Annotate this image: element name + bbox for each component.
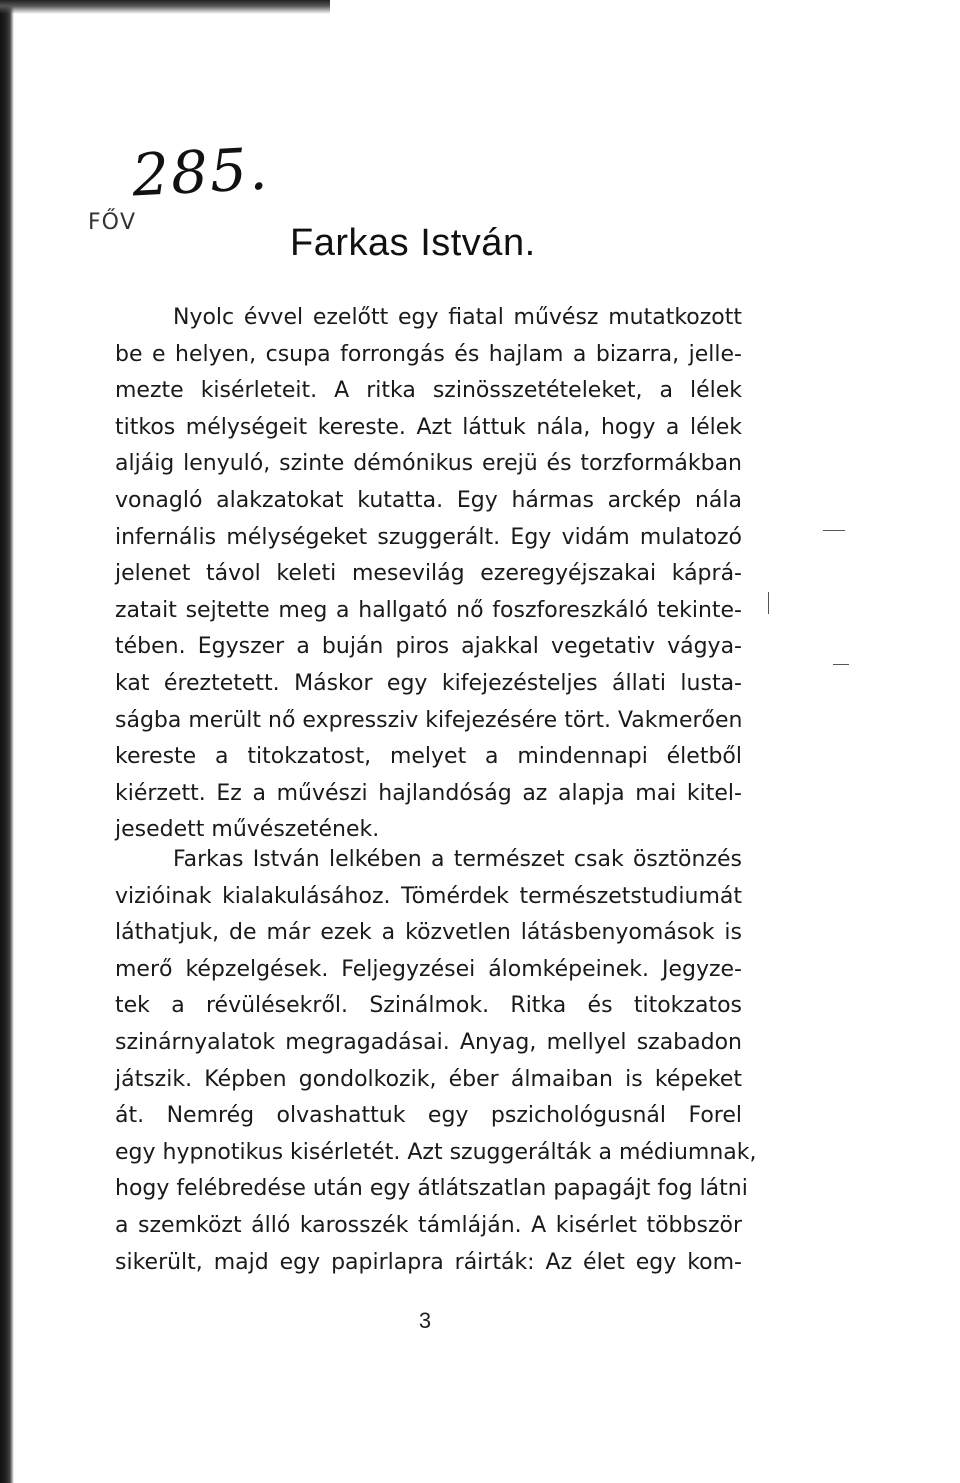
paragraph-1-line: zatait sejtette meg a hallgató nő foszforeszkáló tekinte- xyxy=(115,597,742,623)
paragraph-1-line: be e helyen, csupa forrongás és hajlam a bizarra, jelle- xyxy=(115,341,742,367)
paragraph-1-line: mezte kisérleteit. A ritka szinösszetételeket, a lélek xyxy=(115,378,742,404)
paragraph-2-line: játszik. Képben gondolkozik, éber álmaiban is képeket xyxy=(115,1066,742,1092)
paragraph-1-line: jelenet távol keleti mesevilág ezeregyéjszakai káprá- xyxy=(115,561,742,587)
paragraph-2-line: vizióinak kialakulásához. Tömérdek természetstudiumát xyxy=(115,883,742,909)
paragraph-1-line: kat éreztetett. Máskor egy kifejezésteljes állati lusta- xyxy=(115,670,742,696)
margin-mark xyxy=(768,592,769,614)
paragraph-1-line: Nyolc évvel ezelőtt egy fiatal művész mutatkozott xyxy=(173,305,742,330)
paragraph-1-line: jesedett művészetének. xyxy=(115,817,380,843)
paragraph-1-line: kereste a titokzatost, melyet a mindennapi életből xyxy=(115,744,742,770)
margin-mark xyxy=(823,530,845,531)
paragraph-2-line: tek a révülésekről. Szinálmok. Ritka és titokzatos xyxy=(115,993,742,1019)
handwritten-catalog-number: 285. xyxy=(130,134,271,210)
library-stamp: FŐV xyxy=(88,210,137,235)
page-number: 3 xyxy=(418,1308,432,1333)
paragraph-1-line: infernális mélységeket szuggerált. Egy vidám mulatozó xyxy=(115,524,742,550)
paragraph-1-line: vonagló alakzatokat kutatta. Egy hármas arckép nála xyxy=(115,487,742,513)
paragraph-1-line: ságba merült nő expressziv kifejezésére tört. Vakmerően xyxy=(115,707,743,733)
paragraph-2-line: hogy felébredése után egy átlátszatlan papagájt fog látni xyxy=(115,1176,748,1202)
paragraph-1-line: tében. Egyszer a buján piros ajakkal vegetativ vágya- xyxy=(115,634,742,660)
paragraph-2-line: merő képzelgések. Feljegyzései álomképeinek. Jegyze- xyxy=(115,956,742,982)
paragraph-1-line: kiérzett. Ez a művészi hajlandóság az alapja mai kitel- xyxy=(115,780,742,806)
paragraph-2-line: láthatjuk, de már ezek a közvetlen látásbenyomások is xyxy=(115,920,742,946)
paragraph-2-line: Farkas István lelkében a természet csak ösztönzés xyxy=(173,847,742,872)
paragraph-2-line: át. Nemrég olvashattuk egy pszichológusnál Forel xyxy=(115,1103,742,1129)
paragraph-2-line: a szemközt álló karosszék támláján. A kisérlet többször xyxy=(115,1212,742,1238)
page-title: Farkas István. xyxy=(290,222,536,264)
paragraph-1-line: aljáig lenyuló, szinte démónikus erejü és torzformákban xyxy=(115,451,742,477)
paragraph-2-line: szinárnyalatok megragadásai. Anyag, mellyel szabadon xyxy=(115,1029,742,1055)
scan-edge-top xyxy=(0,0,330,14)
paragraph-1 xyxy=(115,300,742,849)
paragraph-2 xyxy=(115,842,757,1281)
paragraph-2-line: egy hypnotikus kisérletét. Azt szuggerálták a médiumnak, xyxy=(115,1139,757,1165)
paragraph-2-line: sikerült, majd egy papirlapra ráirták: Az élet egy kom- xyxy=(115,1249,742,1275)
scan-edge-left xyxy=(0,0,14,1483)
paragraph-1-line: titkos mélységeit kereste. Azt láttuk nála, hogy a lélek xyxy=(115,414,742,440)
margin-mark xyxy=(833,664,849,665)
